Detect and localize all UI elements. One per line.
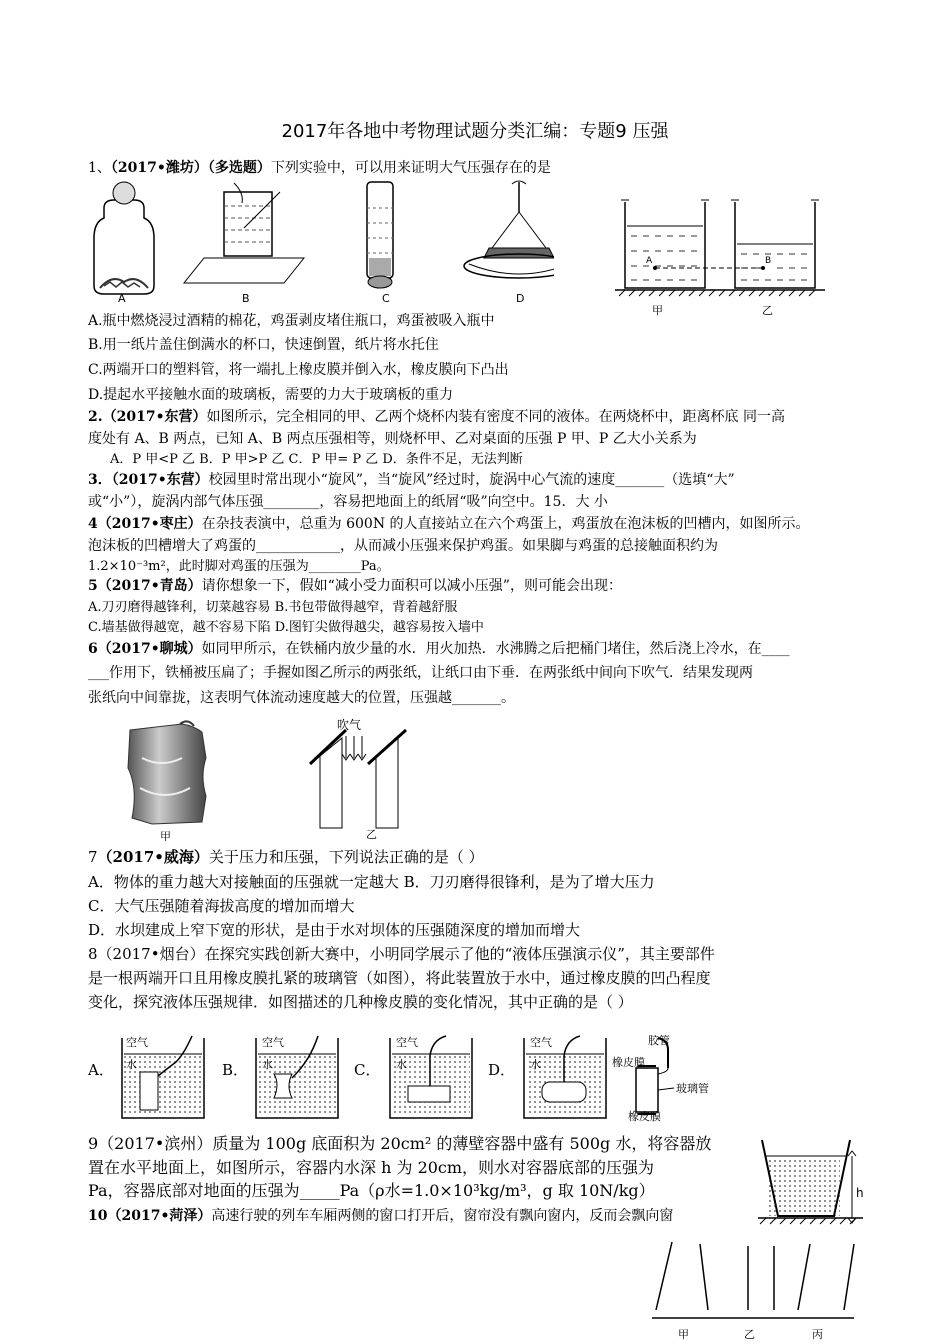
q10-figure-curtains	[648, 1236, 858, 1322]
q1-source: （2017•潍坊）（多选题）	[110, 160, 271, 176]
air-label-a: 空气	[126, 1036, 148, 1049]
fig-label-jia-can: 甲	[160, 830, 171, 843]
q8-text-1: 在探究实践创新大赛中，小明同学展示了他的“液体压强演示仪”，其主要部件	[204, 945, 715, 963]
q7-number: 7	[88, 848, 98, 866]
q7-option-c: C．大气压强随着海拔高度的增加而增大	[88, 897, 355, 915]
water-label-d: 水	[530, 1058, 541, 1071]
blow-label: 吹气	[337, 718, 362, 732]
q1-option-b: B.用一纸片盖住倒满水的杯口，快速倒置，纸片将水托住	[88, 337, 439, 353]
air-label-d: 空气	[530, 1036, 552, 1049]
point-label-a: A	[646, 256, 653, 266]
q8-line-1	[88, 944, 715, 964]
q7-option-d: D．水坝建成上窄下宽的形状，是由于水对坝体的压强随深度的增加而增大	[88, 921, 581, 939]
point-label-b: B	[765, 256, 772, 266]
q1-number: 1、	[88, 160, 111, 176]
q5-options-row-1: A.刀刃磨得越锋利，切菜越容易 B.书包带做得越窄，背着越舒服	[88, 600, 458, 615]
q5-stem: 请你想象一下，假如“减小受力面积可以减小压强”，则可能会出现：	[201, 578, 622, 594]
beaker-label-yi: 乙	[762, 304, 773, 317]
q2-figure-beakers	[615, 196, 825, 306]
q2-options: A．P 甲<P 乙 B．P 甲>P 乙 C．P 甲= P 乙 D．条件不足，无法判断	[110, 452, 523, 467]
fig-label-c: C	[382, 292, 390, 305]
q7-source: （2017•威海）	[97, 848, 209, 866]
q8-choice-c: C．	[354, 1061, 381, 1079]
q2-line-2: 度处有 A、B 两点，已知 A、B 两点压强相等，则烧杯甲、乙对桌面的压强 P 甲、P 乙大小关系为	[88, 431, 697, 447]
q8-line-3: 变化，探究液体压强规律．如图描述的几种橡皮膜的变化情况，其中正确的是（ ）	[88, 993, 633, 1011]
q1-option-a: A.瓶中燃烧浸过酒精的棉花，鸡蛋剥皮堵住瓶口，鸡蛋被吸入瓶中	[88, 313, 495, 329]
q9-line-2: 置在水平地面上，如图所示，容器内水深 h 为 20cm，则水对容器底部的压强为	[88, 1158, 655, 1177]
q6-figure-crushed-can	[122, 718, 212, 828]
q4-line-2: 泡沫板的凹槽增大了鸡蛋的____________，从而减小压强来保护鸡蛋。如果脚与鸡蛋的总接触面积约为	[88, 538, 718, 554]
q4-line-3: 1.2×10⁻³m²，此时脚对鸡蛋的压强为________Pa。	[88, 559, 390, 574]
q10-line-1	[88, 1206, 673, 1226]
q5-source: 5（2017•青岛）	[88, 578, 202, 594]
device-label-glass-tube: 玻璃管	[676, 1082, 709, 1095]
q1-stem-line	[88, 158, 551, 178]
device-label-membrane-top: 橡皮膜	[612, 1056, 645, 1069]
q4-text-1: 在杂技表演中，总重为 600N 的人直接站立在六个鸡蛋上，鸡蛋放在泡沫板的凹槽内，如图所示。	[201, 516, 810, 532]
q8-source: 8（2017•烟台）	[88, 945, 205, 963]
glass-plate-drawing	[464, 181, 554, 278]
q6-line-2: ___作用下，铁桶被压扁了；手握如图乙所示的两张纸，让纸口由下垂．在两张纸中间向下吹气．结果发现两	[88, 665, 753, 681]
q10-text-1: 高速行驶的列车车厢两侧的窗口打开后，窗帘没有飘向窗内，反而会飘向窗	[211, 1208, 674, 1224]
q5-options-row-2: C.墙基做得越宽，越不容易下陷 D.图钉尖做得越尖，越容易按入墙中	[88, 620, 484, 635]
q1-stem: 下列实验中，可以用来证明大气压强存在的是	[270, 160, 551, 176]
beaker-label-jia: 甲	[652, 304, 663, 317]
q8-choice-b: B．	[222, 1061, 249, 1079]
q9-line-1	[88, 1134, 711, 1154]
q2-line-1	[88, 407, 785, 427]
device-label-hose: 胶管	[648, 1034, 670, 1047]
q4-line-1	[88, 514, 810, 534]
q6-text-1: 如同甲所示，在铁桶内放少量的水．用火加热．水沸腾之后把桶门堵住，然后浇上冷水，在____	[201, 641, 790, 657]
q8-choice-d: D．	[488, 1061, 516, 1079]
q6-line-1	[88, 639, 790, 659]
air-label-b: 空气	[262, 1036, 284, 1049]
q9-text-1: 质量为 100g 底面积为 20cm² 的薄壁容器中盛有 500g 水，将容器放	[212, 1134, 712, 1153]
q7-options-ab: A．物体的重力越大对接触面的压强就一定越大 B．刀刃磨得很锋利，是为了增大压力	[88, 873, 655, 891]
q9-source: 9（2017•滨州）	[88, 1134, 213, 1153]
water-label-b: 水	[262, 1058, 273, 1071]
bottle-egg-drawing	[94, 182, 154, 294]
q6-figure-paper-blow	[306, 716, 416, 846]
curtain-label-yi: 乙	[744, 1328, 755, 1341]
q1-option-d: D.提起水平接触水面的玻璃板，需要的力大于玻璃板的重力	[88, 387, 454, 403]
q6-source: 6（2017•聊城）	[88, 641, 202, 657]
q5-line-stem	[88, 576, 622, 596]
q3-line-2: 或“小”），旋涡内部气体压强________，容易把地面上的纸屑“吸”向空中。15．大 小	[88, 494, 608, 510]
q8-line-2: 是一根两端开口且用橡皮膜扎紧的玻璃管（如图），将此装置放于水中，通过橡皮膜的凹凸程度	[88, 969, 711, 987]
device-label-membrane-bottom: 橡皮膜	[628, 1110, 661, 1123]
q10-source: 10（2017•菏泽）	[88, 1208, 212, 1224]
q6-line-3: 张纸向中间靠拢，这表明气体流动速度越大的位置，压强越_______。	[88, 690, 515, 706]
fig-label-yi-paper: 乙	[366, 828, 377, 841]
test-tube-drawing	[367, 182, 393, 288]
q2-text-1: 如图所示，完全相同的甲、乙两个烧杯内装有密度不同的液体。在两烧杯中，距离杯底 同一高	[206, 409, 785, 425]
q1-option-c: C.两端开口的塑料管，将一端扎上橡皮膜并倒入水，橡皮膜向下凸出	[88, 362, 509, 378]
q3-source: 3．（2017•东营）	[88, 472, 209, 488]
water-label-c: 水	[396, 1058, 407, 1071]
cup-paper-drawing	[184, 183, 304, 283]
fig-label-a: A	[118, 292, 126, 305]
q7-stem: 关于压力和压强，下列说法正确的是（ ）	[208, 848, 484, 866]
air-label-c: 空气	[396, 1036, 418, 1049]
q9-line-3: Pa，容器底部对地面的压强为_____Pa（ρ水=1.0×10³kg/m³，g 取 10N/kg）	[88, 1181, 655, 1200]
fig-label-b: B	[242, 292, 250, 305]
curtain-label-bing: 丙	[812, 1328, 823, 1341]
q3-text-1: 校园里时常出现小“旋风”，当“旋风”经过时，旋涡中心气流的速度_______（选填“大”	[208, 472, 735, 488]
q8-choice-a: A．	[88, 1061, 114, 1079]
curtain-label-jia: 甲	[678, 1328, 689, 1341]
q1-figure-experiments	[84, 178, 554, 308]
fig-label-d: D	[516, 292, 525, 305]
height-label: h	[856, 1186, 864, 1200]
q4-source: 4（2017•枣庄）	[88, 516, 202, 532]
page-title: 2017年各地中考物理试题分类汇编：专题9 压强	[281, 121, 669, 142]
q7-stem-line	[88, 847, 484, 867]
q9-figure-container	[758, 1134, 868, 1229]
water-label-a: 水	[126, 1058, 137, 1071]
q2-source: 2.（2017•东营）	[88, 409, 207, 425]
q3-line-1	[88, 470, 735, 490]
